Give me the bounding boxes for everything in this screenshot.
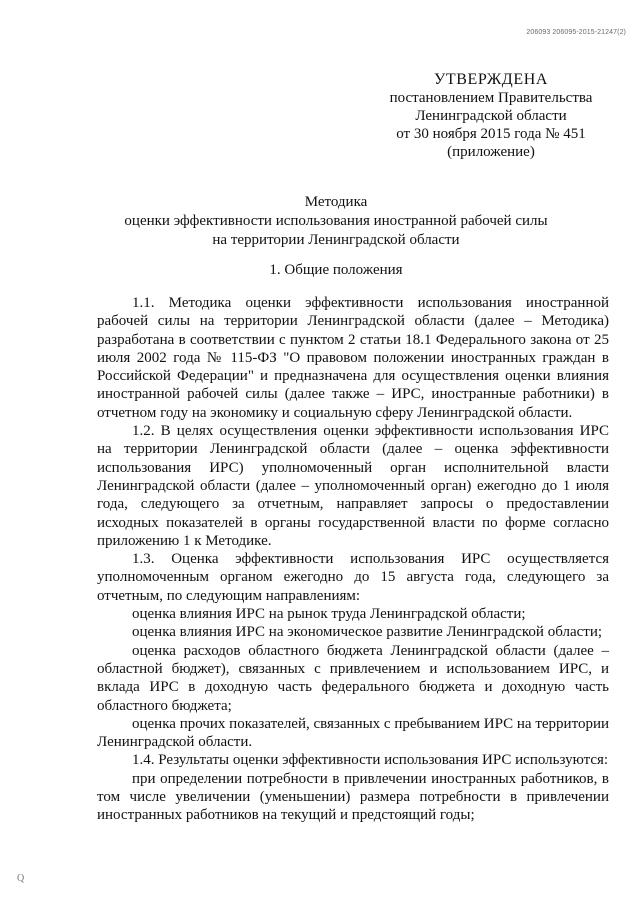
approval-line: (приложение) bbox=[447, 144, 535, 160]
section-heading: 1. Общие положения bbox=[269, 262, 403, 278]
title-line: Методика bbox=[304, 194, 368, 210]
approval-line: постановлением Правительства bbox=[389, 90, 593, 106]
document-body bbox=[97, 294, 609, 825]
list-item: оценка расходов областного бюджета Ленинградской области (далее – областной бюджет), связанных с привлечением и использованием ИРС, и вклада ИРС в доходную часть федерального бюджета и доходную часть областного бюджета; bbox=[97, 642, 609, 714]
approval-title: УТВЕРЖДЕНА bbox=[433, 71, 548, 88]
paragraph: 1.4. Результаты оценки эффективности использования ИРС используются: bbox=[132, 752, 609, 769]
document-title bbox=[68, 193, 604, 250]
approval-block bbox=[360, 71, 622, 161]
paragraph: 1.2. В целях осуществления оценки эффективности использования ИРС на территории Ленинградской области (далее – оценка эффективности использования ИРС) уполномоченный орган исполнительной власти Ленинградской области (далее – уполномоченный орган) ежегодно до 1 июля года, следующего за отчетным, направляет запросы о предоставлении исходных показателей в органы государственной власти по форме согласно приложению 1 к Методике. bbox=[97, 423, 609, 549]
approval-line: Ленинградской области bbox=[415, 108, 567, 124]
paragraph: 1.1. Методика оценки эффективности использования иностранной рабочей силы на территории Ленинградской области (далее – Методика) разработана в соответствии с пунктом 2 статьи 18.1 Федерального закона от 25 июля 2002 года № 115-ФЗ "О правовом положении иностранных граждан в Российской Федерации" и предназначена для осуществления оценки влияния иностранной рабочей силы (далее также – ИРС, иностранные работники) в отчетном году на экономику и социальную сферу Ленинградской области. bbox=[97, 295, 609, 421]
list-item: оценка влияния ИРС на экономическое развитие Ленинградской области; bbox=[132, 624, 603, 641]
title-line: на территории Ленинградской области bbox=[212, 232, 460, 248]
title-line: оценки эффективности использования иностранной рабочей силы bbox=[124, 213, 548, 229]
document-id: 206093 206095-2015-21247(2) bbox=[526, 29, 626, 36]
paragraph: 1.3. Оценка эффективности использования ИРС осуществляется уполномоченным органом ежегодно до 15 августа года, следующего за отчетным, по следующим направлениям: bbox=[97, 551, 609, 604]
list-item: при определении потребности в привлечении иностранных работников, в том числе увеличении (уменьшении) размера потребности в привлечении иностранных работников на текущий и предстоящий годы; bbox=[97, 770, 609, 824]
approval-date-line: от 30 ноября 2015 года № 451 bbox=[396, 126, 586, 142]
list-item: оценка прочих показателей, связанных с пребыванием ИРС на территории Ленинградской области. bbox=[97, 715, 609, 751]
scan-mark: Q bbox=[17, 873, 25, 884]
list-item: оценка влияния ИРС на рынок труда Ленинградской области; bbox=[132, 606, 526, 623]
